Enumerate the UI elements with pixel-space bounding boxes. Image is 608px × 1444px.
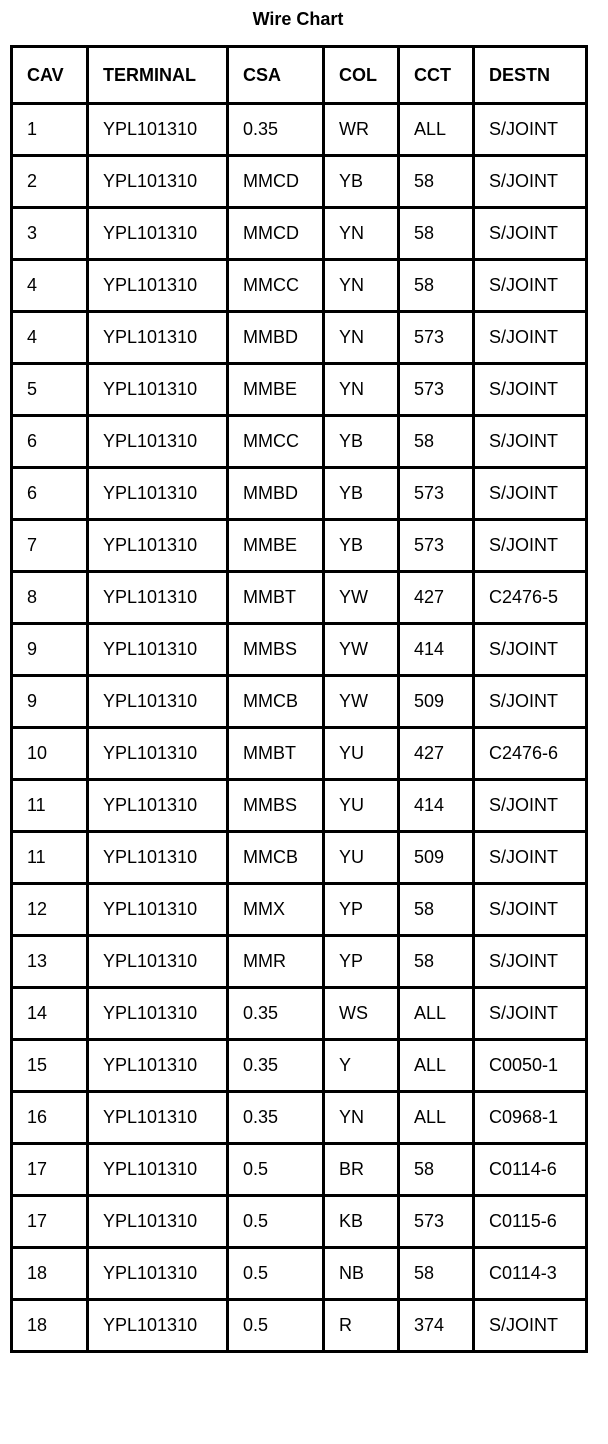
table-row: [12, 468, 587, 520]
cell-csa: MMCD: [228, 156, 324, 208]
cell-destn: S/JOINT: [474, 936, 587, 988]
cell-csa: 0.35: [228, 988, 324, 1040]
cell-cav: 17: [12, 1196, 88, 1248]
table-row: [12, 416, 587, 468]
cell-col: YP: [324, 936, 399, 988]
cell-col: Y: [324, 1040, 399, 1092]
cell-col: YW: [324, 676, 399, 728]
cell-terminal: YPL101310: [88, 312, 228, 364]
cell-col: YN: [324, 208, 399, 260]
cell-col: YU: [324, 728, 399, 780]
cell-terminal: YPL101310: [88, 728, 228, 780]
cell-cct: 573: [399, 312, 474, 364]
cell-cav: 11: [12, 780, 88, 832]
cell-terminal: YPL101310: [88, 832, 228, 884]
cell-cav: 5: [12, 364, 88, 416]
cell-csa: MMBD: [228, 468, 324, 520]
cell-cct: 374: [399, 1300, 474, 1352]
cell-cct: 58: [399, 416, 474, 468]
cell-csa: MMBE: [228, 520, 324, 572]
column-header-cav: CAV: [12, 47, 88, 104]
cell-destn: S/JOINT: [474, 468, 587, 520]
cell-col: YW: [324, 624, 399, 676]
cell-cct: 427: [399, 728, 474, 780]
cell-destn: S/JOINT: [474, 312, 587, 364]
column-header-csa: CSA: [228, 47, 324, 104]
cell-terminal: YPL101310: [88, 1196, 228, 1248]
table-row: [12, 1196, 587, 1248]
cell-cct: 58: [399, 884, 474, 936]
column-header-destn: DESTN: [474, 47, 587, 104]
cell-csa: MMBT: [228, 728, 324, 780]
cell-col: YB: [324, 156, 399, 208]
cell-col: WR: [324, 104, 399, 156]
cell-destn: S/JOINT: [474, 104, 587, 156]
cell-cct: ALL: [399, 1040, 474, 1092]
table-row: [12, 364, 587, 416]
cell-col: YB: [324, 520, 399, 572]
cell-col: YN: [324, 364, 399, 416]
cell-cct: 509: [399, 832, 474, 884]
cell-col: YN: [324, 260, 399, 312]
cell-destn: S/JOINT: [474, 988, 587, 1040]
cell-cav: 12: [12, 884, 88, 936]
cell-col: KB: [324, 1196, 399, 1248]
cell-terminal: YPL101310: [88, 988, 228, 1040]
cell-destn: C2476-6: [474, 728, 587, 780]
cell-destn: S/JOINT: [474, 260, 587, 312]
cell-cav: 2: [12, 156, 88, 208]
cell-destn: S/JOINT: [474, 364, 587, 416]
cell-destn: S/JOINT: [474, 624, 587, 676]
cell-csa: MMBS: [228, 624, 324, 676]
table-row: [12, 832, 587, 884]
cell-destn: S/JOINT: [474, 208, 587, 260]
cell-cav: 18: [12, 1300, 88, 1352]
cell-terminal: YPL101310: [88, 468, 228, 520]
cell-cav: 15: [12, 1040, 88, 1092]
cell-col: YU: [324, 780, 399, 832]
cell-terminal: YPL101310: [88, 1248, 228, 1300]
table-row: [12, 156, 587, 208]
cell-cav: 6: [12, 416, 88, 468]
cell-csa: MMX: [228, 884, 324, 936]
cell-terminal: YPL101310: [88, 416, 228, 468]
cell-col: YW: [324, 572, 399, 624]
cell-cct: 58: [399, 1144, 474, 1196]
cell-cav: 9: [12, 624, 88, 676]
cell-cav: 4: [12, 312, 88, 364]
cell-destn: S/JOINT: [474, 416, 587, 468]
cell-cct: 414: [399, 780, 474, 832]
cell-col: YB: [324, 416, 399, 468]
cell-cav: 7: [12, 520, 88, 572]
cell-destn: S/JOINT: [474, 780, 587, 832]
cell-cav: 1: [12, 104, 88, 156]
cell-terminal: YPL101310: [88, 364, 228, 416]
cell-col: WS: [324, 988, 399, 1040]
cell-cct: 573: [399, 1196, 474, 1248]
cell-terminal: YPL101310: [88, 520, 228, 572]
cell-col: BR: [324, 1144, 399, 1196]
cell-terminal: YPL101310: [88, 936, 228, 988]
cell-cct: 414: [399, 624, 474, 676]
cell-col: YN: [324, 1092, 399, 1144]
table-row: [12, 312, 587, 364]
cell-csa: MMCC: [228, 416, 324, 468]
table-row: [12, 884, 587, 936]
table-row: [12, 1040, 587, 1092]
table-row: [12, 1300, 587, 1352]
cell-col: R: [324, 1300, 399, 1352]
cell-terminal: YPL101310: [88, 884, 228, 936]
cell-csa: MMBS: [228, 780, 324, 832]
cell-destn: C0114-6: [474, 1144, 587, 1196]
table-row: [12, 1092, 587, 1144]
cell-csa: 0.5: [228, 1144, 324, 1196]
cell-csa: 0.5: [228, 1248, 324, 1300]
cell-cct: 58: [399, 1248, 474, 1300]
column-header-terminal: TERMINAL: [88, 47, 228, 104]
cell-destn: C0050-1: [474, 1040, 587, 1092]
cell-cct: 573: [399, 520, 474, 572]
cell-csa: MMBT: [228, 572, 324, 624]
cell-csa: 0.5: [228, 1300, 324, 1352]
cell-col: YN: [324, 312, 399, 364]
cell-destn: C2476-5: [474, 572, 587, 624]
cell-csa: MMCD: [228, 208, 324, 260]
cell-destn: S/JOINT: [474, 676, 587, 728]
cell-cct: 58: [399, 208, 474, 260]
cell-csa: 0.35: [228, 1040, 324, 1092]
cell-destn: S/JOINT: [474, 884, 587, 936]
table-row: [12, 1144, 587, 1196]
cell-csa: 0.35: [228, 104, 324, 156]
cell-destn: S/JOINT: [474, 156, 587, 208]
cell-cav: 10: [12, 728, 88, 780]
cell-csa: MMBD: [228, 312, 324, 364]
cell-terminal: YPL101310: [88, 1144, 228, 1196]
cell-terminal: YPL101310: [88, 572, 228, 624]
table-row: [12, 208, 587, 260]
cell-csa: 0.35: [228, 1092, 324, 1144]
cell-cav: 17: [12, 1144, 88, 1196]
table-row: [12, 104, 587, 156]
table-row: [12, 936, 587, 988]
cell-terminal: YPL101310: [88, 624, 228, 676]
cell-terminal: YPL101310: [88, 1040, 228, 1092]
cell-cct: ALL: [399, 1092, 474, 1144]
cell-destn: C0115-6: [474, 1196, 587, 1248]
cell-cav: 16: [12, 1092, 88, 1144]
cell-cav: 11: [12, 832, 88, 884]
table-row: [12, 520, 587, 572]
cell-destn: S/JOINT: [474, 832, 587, 884]
cell-terminal: YPL101310: [88, 1092, 228, 1144]
cell-cct: 58: [399, 936, 474, 988]
cell-col: YU: [324, 832, 399, 884]
cell-destn: S/JOINT: [474, 520, 587, 572]
cell-csa: MMCC: [228, 260, 324, 312]
cell-cct: 573: [399, 364, 474, 416]
table-row: [12, 988, 587, 1040]
table-row: [12, 260, 587, 312]
cell-cct: 573: [399, 468, 474, 520]
table-row: [12, 624, 587, 676]
cell-cct: ALL: [399, 104, 474, 156]
cell-cav: 9: [12, 676, 88, 728]
cell-csa: 0.5: [228, 1196, 324, 1248]
cell-csa: MMCB: [228, 676, 324, 728]
cell-cav: 13: [12, 936, 88, 988]
cell-cav: 18: [12, 1248, 88, 1300]
cell-cav: 3: [12, 208, 88, 260]
wire-chart-table: [10, 45, 588, 1353]
cell-terminal: YPL101310: [88, 156, 228, 208]
cell-cav: 4: [12, 260, 88, 312]
cell-terminal: YPL101310: [88, 676, 228, 728]
table-row: [12, 728, 587, 780]
cell-destn: S/JOINT: [474, 1300, 587, 1352]
cell-cct: 427: [399, 572, 474, 624]
cell-col: NB: [324, 1248, 399, 1300]
cell-terminal: YPL101310: [88, 208, 228, 260]
table-header-row: [12, 47, 587, 104]
column-header-col: COL: [324, 47, 399, 104]
cell-terminal: YPL101310: [88, 104, 228, 156]
cell-cav: 8: [12, 572, 88, 624]
column-header-cct: CCT: [399, 47, 474, 104]
cell-destn: C0968-1: [474, 1092, 587, 1144]
cell-csa: MMR: [228, 936, 324, 988]
table-row: [12, 572, 587, 624]
cell-cct: 58: [399, 156, 474, 208]
table-row: [12, 676, 587, 728]
page-title: Wire Chart: [252, 9, 344, 29]
cell-cav: 6: [12, 468, 88, 520]
cell-destn: C0114-3: [474, 1248, 587, 1300]
cell-terminal: YPL101310: [88, 780, 228, 832]
cell-col: YB: [324, 468, 399, 520]
cell-terminal: YPL101310: [88, 1300, 228, 1352]
cell-cct: 58: [399, 260, 474, 312]
cell-terminal: YPL101310: [88, 260, 228, 312]
table-row: [12, 780, 587, 832]
cell-csa: MMCB: [228, 832, 324, 884]
cell-cct: 509: [399, 676, 474, 728]
cell-cct: ALL: [399, 988, 474, 1040]
cell-cav: 14: [12, 988, 88, 1040]
table-row: [12, 1248, 587, 1300]
cell-col: YP: [324, 884, 399, 936]
cell-csa: MMBE: [228, 364, 324, 416]
table-body: [12, 104, 587, 1352]
